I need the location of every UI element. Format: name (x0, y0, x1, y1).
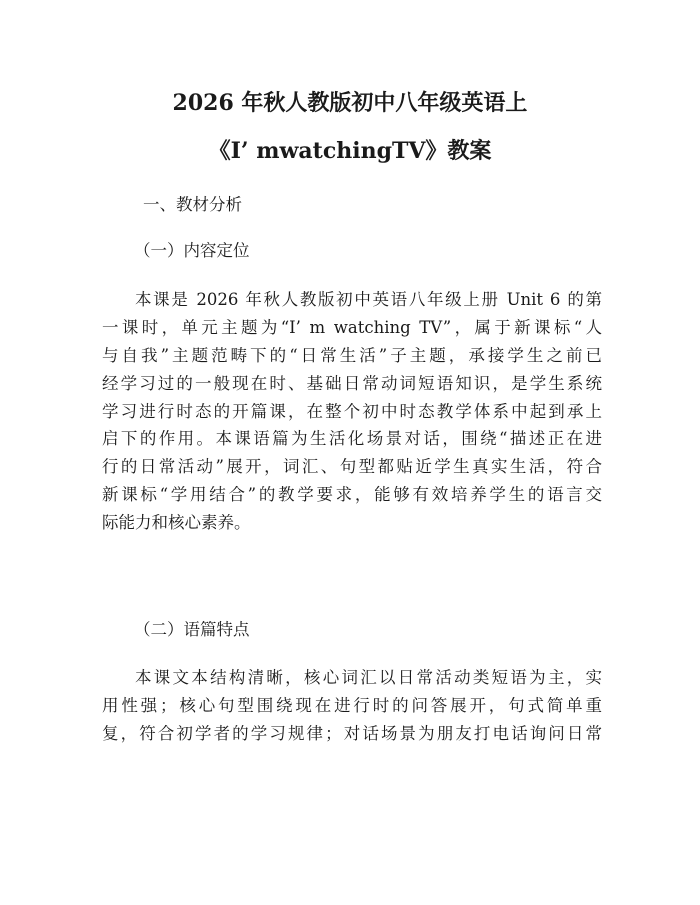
paragraph-text-features (102, 664, 602, 748)
paragraph-line: 经学习过的一般现在时、基础日常动词短语知识，是学生系统 (102, 373, 602, 393)
paragraph-line: 际能力和核心素养。 (102, 513, 251, 533)
document-title-line-1: 2026 年秋人教版初中八年级英语上 (172, 90, 528, 116)
document-title-line-2: 《I’ mwatchingTV》教案 (208, 138, 492, 164)
paragraph-line: 本课文本结构清晰，核心词汇以日常活动类短语为主，实 (135, 668, 602, 687)
subsection-heading-positioning: （一）内容定位 (134, 241, 250, 260)
paragraph-line: 行的日常活动”展开，词汇、句型都贴近学生真实生活，符合 (102, 457, 602, 477)
paragraph-content-positioning (102, 286, 602, 537)
paragraph-line: 新课标“学用结合”的教学要求，能够有效培养学生的语言交 (102, 485, 602, 505)
paragraph-line: 复，符合初学者的学习规律；对话场景为朋友打电话询问日常 (102, 723, 602, 743)
paragraph-line: 用性强；核心句型围绕现在进行时的问答展开，句式简单重 (102, 695, 602, 715)
paragraph-line: 与自我”主题范畴下的“日常生活”子主题，承接学生之前已 (102, 345, 602, 365)
paragraph-line: 启下的作用。本课语篇为生活化场景对话，围绕“描述正在进 (102, 429, 602, 449)
paragraph-line: 学习进行时态的开篇课，在整个初中时态教学体系中起到承上 (102, 401, 602, 421)
section-heading-analysis: 一、教材分析 (143, 195, 242, 214)
paragraph-line: 一课时，单元主题为“I’ m watching TV”，属于新课标“人 (102, 317, 602, 337)
paragraph-line: 本课是 2026 年秋人教版初中英语八年级上册 Unit 6 的第 (135, 290, 602, 309)
subsection-heading-text-features: （二）语篇特点 (134, 620, 250, 639)
